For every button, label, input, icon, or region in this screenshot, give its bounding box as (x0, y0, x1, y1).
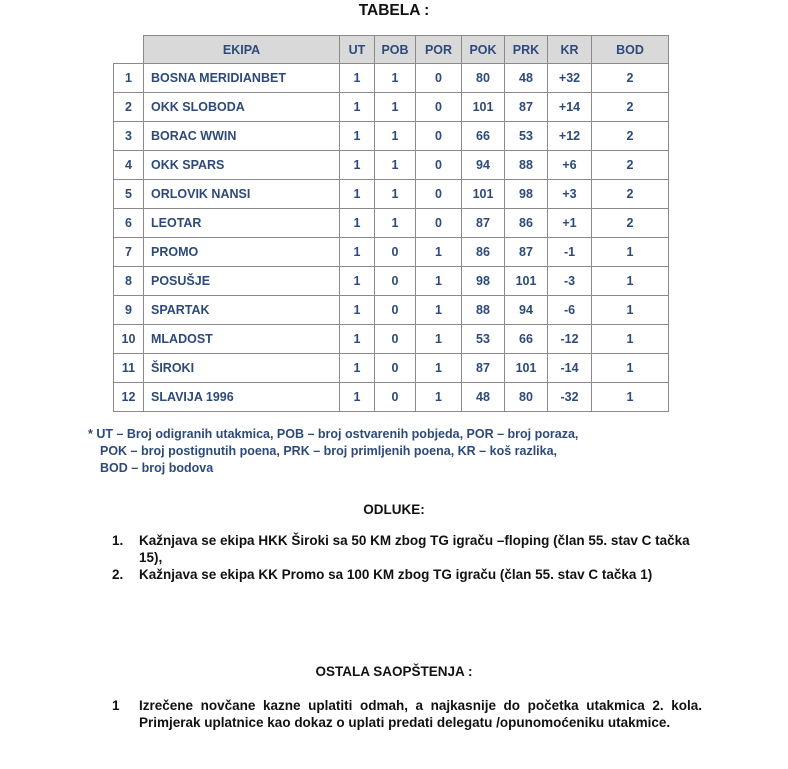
cell-bod: 1 (592, 267, 669, 296)
cell-bod: 1 (592, 238, 669, 267)
cell-por: 1 (416, 267, 462, 296)
cell-por: 0 (416, 122, 462, 151)
cell-por: 1 (416, 383, 462, 412)
legend-line: POK – broj postignutih poena, PRK – broj primljenih poena, KR – koš razlika, (100, 444, 558, 458)
cell-team: LEOTAR (144, 209, 340, 238)
cell-kr: -14 (548, 354, 592, 383)
header-rank (114, 36, 144, 64)
header-pok: POK (462, 36, 505, 64)
cell-bod: 1 (592, 325, 669, 354)
cell-por: 1 (416, 296, 462, 325)
cell-prk: 94 (505, 296, 548, 325)
cell-prk: 53 (505, 122, 548, 151)
cell-pob: 1 (375, 209, 416, 238)
item-number: 1 (112, 698, 120, 713)
abbreviation-legend (88, 426, 648, 477)
cell-kr: -6 (548, 296, 592, 325)
cell-pob: 1 (375, 151, 416, 180)
cell-team: POSUŠJE (144, 267, 340, 296)
cell-pok: 80 (462, 64, 505, 93)
cell-rank: 4 (114, 151, 144, 180)
cell-team: SLAVIJA 1996 (144, 383, 340, 412)
table-row (114, 325, 669, 354)
cell-rank: 1 (114, 64, 144, 93)
cell-pok: 101 (462, 180, 505, 209)
cell-prk: 98 (505, 180, 548, 209)
cell-por: 1 (416, 238, 462, 267)
cell-pob: 1 (375, 122, 416, 151)
odluke-list (112, 532, 702, 583)
cell-por: 0 (416, 151, 462, 180)
cell-ut: 1 (340, 64, 375, 93)
cell-pok: 86 (462, 238, 505, 267)
header-ekipa: EKIPA (144, 36, 340, 64)
cell-kr: +12 (548, 122, 592, 151)
cell-team: MLADOST (144, 325, 340, 354)
cell-ut: 1 (340, 383, 375, 412)
cell-por: 0 (416, 93, 462, 122)
cell-pob: 0 (375, 296, 416, 325)
cell-kr: -1 (548, 238, 592, 267)
cell-rank: 11 (114, 354, 144, 383)
cell-pok: 101 (462, 93, 505, 122)
cell-team: BORAC WWIN (144, 122, 340, 151)
cell-por: 1 (416, 354, 462, 383)
cell-ut: 1 (340, 325, 375, 354)
cell-prk: 101 (505, 267, 548, 296)
cell-kr: -3 (548, 267, 592, 296)
item-text: Kažnjava se ekipa HKK Široki sa 50 KM zbog TG igraču –floping (član 55. stav C tačka 15), (139, 533, 690, 565)
cell-ut: 1 (340, 354, 375, 383)
cell-pob: 0 (375, 238, 416, 267)
table-row (114, 296, 669, 325)
cell-rank: 10 (114, 325, 144, 354)
cell-ut: 1 (340, 209, 375, 238)
header-prk: PRK (505, 36, 548, 64)
header-bod: BOD (592, 36, 669, 64)
cell-prk: 101 (505, 354, 548, 383)
odluke-heading: ODLUKE: (363, 502, 425, 517)
cell-pok: 53 (462, 325, 505, 354)
cell-pok: 48 (462, 383, 505, 412)
cell-pob: 1 (375, 64, 416, 93)
cell-bod: 2 (592, 209, 669, 238)
cell-pob: 0 (375, 383, 416, 412)
cell-pob: 0 (375, 354, 416, 383)
cell-prk: 80 (505, 383, 548, 412)
cell-pok: 98 (462, 267, 505, 296)
cell-rank: 12 (114, 383, 144, 412)
cell-bod: 2 (592, 180, 669, 209)
cell-pob: 1 (375, 180, 416, 209)
cell-team: OKK SPARS (144, 151, 340, 180)
item-number: 1. (112, 533, 124, 548)
list-item (112, 697, 702, 731)
cell-bod: 1 (592, 296, 669, 325)
cell-kr: -12 (548, 325, 592, 354)
cell-bod: 1 (592, 354, 669, 383)
table-header-row (114, 36, 669, 64)
cell-kr: +6 (548, 151, 592, 180)
cell-rank: 5 (114, 180, 144, 209)
cell-ut: 1 (340, 151, 375, 180)
table-row (114, 383, 669, 412)
cell-ut: 1 (340, 296, 375, 325)
table-row (114, 238, 669, 267)
cell-bod: 2 (592, 122, 669, 151)
cell-pob: 1 (375, 93, 416, 122)
cell-pok: 87 (462, 209, 505, 238)
cell-bod: 1 (592, 383, 669, 412)
cell-kr: +3 (548, 180, 592, 209)
cell-prk: 88 (505, 151, 548, 180)
cell-pob: 0 (375, 325, 416, 354)
cell-team: ŠIROKI (144, 354, 340, 383)
cell-rank: 8 (114, 267, 144, 296)
legend-line: BOD – broj bodova (100, 461, 214, 475)
header-kr: KR (548, 36, 592, 64)
cell-kr: +14 (548, 93, 592, 122)
cell-team: PROMO (144, 238, 340, 267)
cell-pok: 94 (462, 151, 505, 180)
cell-bod: 2 (592, 93, 669, 122)
cell-team: SPARTAK (144, 296, 340, 325)
table-row (114, 93, 669, 122)
header-ut: UT (340, 36, 375, 64)
cell-ut: 1 (340, 180, 375, 209)
cell-rank: 6 (114, 209, 144, 238)
table-row (114, 267, 669, 296)
table-row (114, 122, 669, 151)
cell-ut: 1 (340, 93, 375, 122)
cell-ut: 1 (340, 267, 375, 296)
table-row (114, 354, 669, 383)
cell-pok: 66 (462, 122, 505, 151)
item-text: Kažnjava se ekipa KK Promo sa 100 KM zbog TG igraču (član 55. stav C tačka 1) (139, 567, 653, 582)
cell-prk: 87 (505, 93, 548, 122)
cell-ut: 1 (340, 122, 375, 151)
list-item (112, 532, 702, 566)
cell-team: OKK SLOBODA (144, 93, 340, 122)
cell-kr: +32 (548, 64, 592, 93)
cell-por: 0 (416, 180, 462, 209)
page-title: TABELA : (358, 2, 430, 19)
cell-pob: 0 (375, 267, 416, 296)
cell-por: 0 (416, 64, 462, 93)
cell-rank: 2 (114, 93, 144, 122)
table-row (114, 64, 669, 93)
table-row (114, 151, 669, 180)
cell-rank: 3 (114, 122, 144, 151)
cell-team: BOSNA MERIDIANBET (144, 64, 340, 93)
header-por: POR (416, 36, 462, 64)
cell-kr: -32 (548, 383, 592, 412)
cell-rank: 9 (114, 296, 144, 325)
cell-bod: 2 (592, 64, 669, 93)
cell-prk: 66 (505, 325, 548, 354)
cell-team: ORLOVIK NANSI (144, 180, 340, 209)
legend-line: * UT – Broj odigranih utakmica, POB – broj ostvarenih pobjeda, POR – broj poraza, (88, 427, 579, 441)
ostala-heading: OSTALA SAOPŠTENJA : (315, 664, 473, 679)
cell-por: 1 (416, 325, 462, 354)
table-row (114, 180, 669, 209)
ostala-list (112, 697, 702, 731)
item-number: 2. (112, 567, 124, 582)
cell-pok: 88 (462, 296, 505, 325)
cell-rank: 7 (114, 238, 144, 267)
cell-prk: 48 (505, 64, 548, 93)
list-item (112, 566, 702, 583)
cell-prk: 86 (505, 209, 548, 238)
cell-ut: 1 (340, 238, 375, 267)
cell-pok: 87 (462, 354, 505, 383)
item-text: Izrečene novčane kazne uplatiti odmah, a najkasnije do početka utakmica 2. kola. Primjerak uplatnice kao dokaz o uplati predati delegatu /opunomoćeniku utakmice. (139, 698, 702, 730)
cell-bod: 2 (592, 151, 669, 180)
standings-table (113, 35, 669, 412)
cell-prk: 87 (505, 238, 548, 267)
table-row (114, 209, 669, 238)
header-pob: POB (375, 36, 416, 64)
cell-por: 0 (416, 209, 462, 238)
cell-kr: +1 (548, 209, 592, 238)
